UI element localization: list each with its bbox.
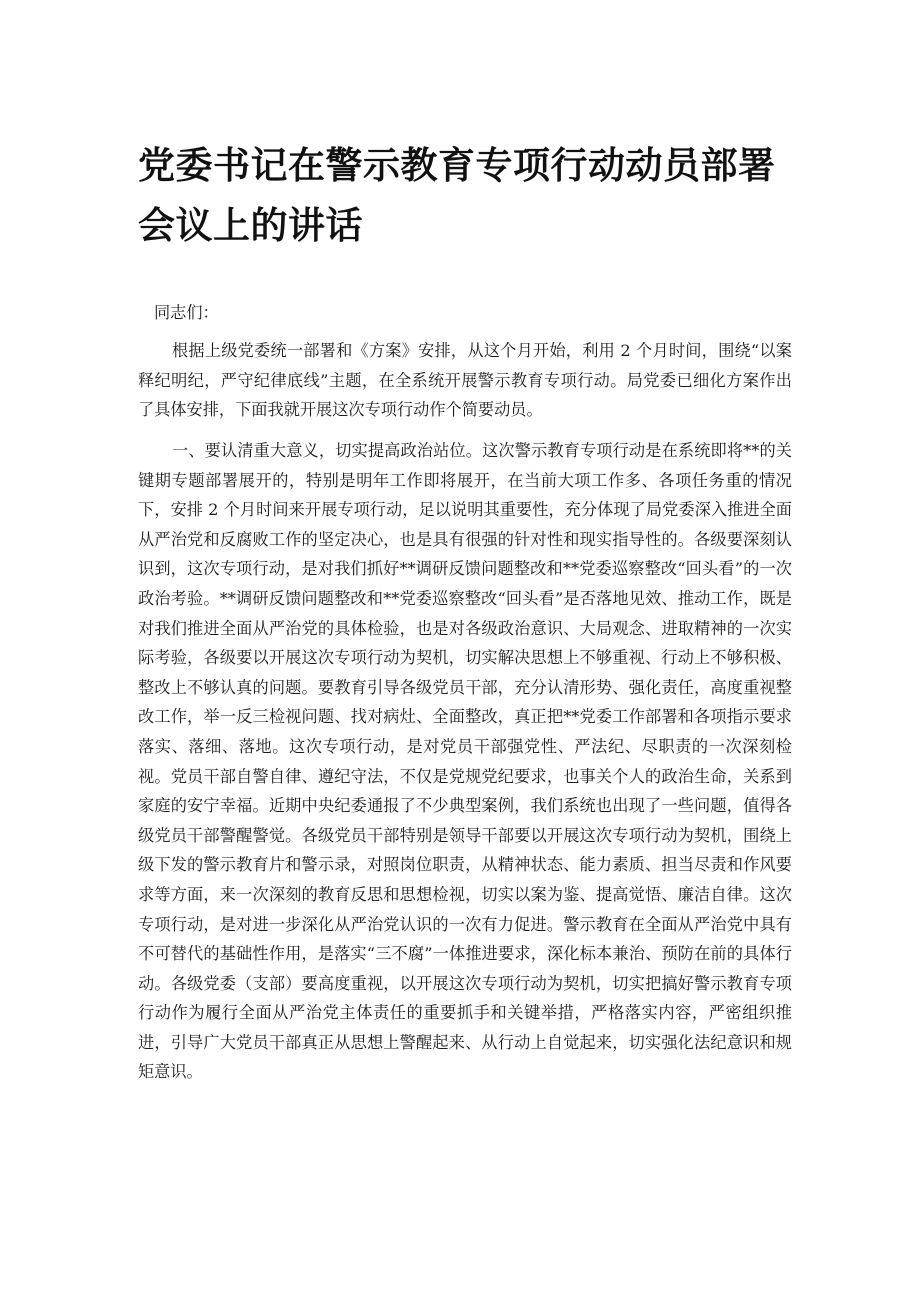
document-title: 党委书记在警示教育专项行动动员部署会议上的讲话 [138, 144, 776, 247]
paragraph-intro: 根据上级党委统一部署和《方案》安排，从这个月开始，利用 2 个月时间，围绕“以案释纪明纪，严守纪律底线”主题，在全系统开展警示教育专项行动。局党委已细化方案作出了具体安排，下面我就开展这次专项行动作个简要动员。 [138, 341, 792, 420]
paragraph-section-one: 一、要认清重大意义，切实提高政治站位。这次警示教育专项行动是在系统即将**的关键期专题部署展开的，特别是明年工作即将展开，在当前大项工作多、各项任务重的情况下，安排 2 个月时间来开展专项行动，足以说明其重要性，充分体现了局党委深入推进全面从严治党和反腐败工作的坚定决心，也是具有很强的针对性和现实指导性的。各级要深刻认识到，这次专项行动，是对我们抓好**调研反馈问题整改和**党委巡察整改“回头看”的一次政治考验。**调研反馈问题整改和**党委巡察整改“回头看”是否落地见效、推动工作，既是对我们推进全面从严治党的具体检验，也是对各级政治意识、大局观念、进取精神的一次实际考验，各级要以开展这次专项行动为契机，切实解决思想上不够重视、行动上不够积极、整改上不够认真的问题。要教育引导各级党员干部，充分认清形势、强化责任，高度重视整改工作，举一反三检视问题、找对病灶、全面整改，真正把**党委工作部署和各项指示要求落实、落细、落地。这次专项行动，是对党员干部强党性、严法纪、尽职责的一次深刻检视。党员干部自警自律、遵纪守法，不仅是党规党纪要求，也事关个人的政治生命，关系到家庭的安宁幸福。近期中央纪委通报了不少典型案例，我们系统也出现了一些问题，值得各级党员干部警醒警觉。各级党员干部特别是领导干部要以开展这次专项行动为契机，围绕上级下发的警示教育片和警示录，对照岗位职责，从精神状态、能力素质、担当尽责和作风要求等方面，来一次深刻的教育反思和思想检视，切实以案为鉴、提高觉悟、廉洁自律。这次专项行动，是对进一步深化从严治党认识的一次有力促进。警示教育在全面从严治党中具有不可替代的基础性作用，是落实“三不腐”一体推进要求，深化标本兼治、预防在前的具体行动。各级党委（支部）要高度重视，以开展这次专项行动为契机，切实把搞好警示教育专项行动作为履行全面从严治党主体责任的重要抓手和关键举措，严格落实内容，严密组织推进，引导广大党员干部真正从思想上警醒起来、从行动上自觉起来，切实强化法纪意识和规矩意识。 [138, 441, 792, 1082]
greeting: 同志们： [154, 303, 219, 322]
